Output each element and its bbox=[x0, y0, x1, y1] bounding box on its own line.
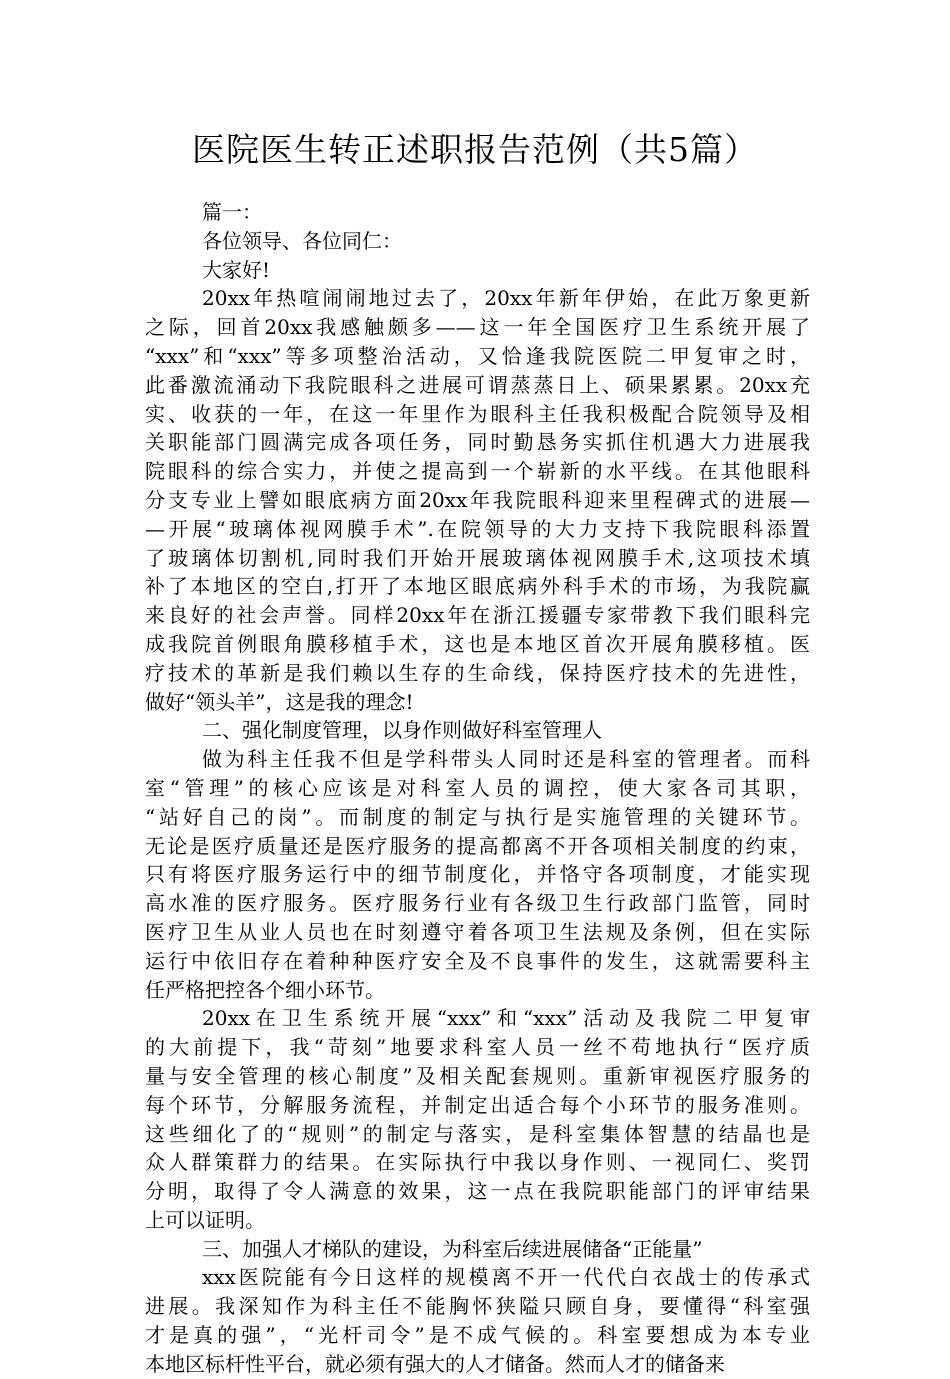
paragraph-line: 众人群策群力的结果。在实际执行中我以身作则、一视同仁、奖罚 bbox=[145, 1150, 810, 1175]
paragraph-line: “xxx”和“xxx”等多项整治活动，又恰逢我院医院二甲复审之时， bbox=[145, 343, 810, 368]
paragraph-list bbox=[145, 284, 810, 1378]
paragraph-line: 室“管理”的核心应该是对科室人员的调控，使大家各司其职， bbox=[145, 775, 810, 800]
paragraph-line: 分支专业上譬如眼底病方面20xx年我院眼科迎来里程碑式的进展— bbox=[145, 487, 810, 512]
paragraph-line: 分明，取得了令人满意的效果，这一点在我院职能部门的评审结果 bbox=[145, 1179, 810, 1204]
body-paragraph bbox=[145, 1004, 810, 1234]
body-paragraph bbox=[145, 745, 810, 1004]
paragraph-line: —开展“玻璃体视网膜手术”.在院领导的大力支持下我院眼科添置 bbox=[145, 516, 810, 541]
paragraph-line: 之际，回首20xx我感触颇多——这一年全国医疗卫生系统开展了 bbox=[145, 315, 810, 340]
body-paragraph bbox=[145, 284, 810, 716]
paragraph-line: 本地区标杆性平台，就必须有强大的人才储备。然而人才的储备来 bbox=[145, 1351, 725, 1376]
paragraph-line: 上可以证明。 bbox=[145, 1207, 265, 1232]
paragraph-line: 才是真的强”，“光杆司令”是不成气候的。科室要想成为本专业 bbox=[145, 1323, 810, 1348]
paragraph-line: 任严格把控各个细小环节。 bbox=[145, 977, 385, 1002]
paragraph-line: 20xx年热喧闹闹地过去了，20xx年新年伊始，在此万象更新 bbox=[202, 286, 810, 311]
paragraph-line: 运行中依旧存在着种种医疗安全及不良事件的发生，这就需要科主 bbox=[145, 948, 810, 973]
paragraph-line: 每个环节，分解服务流程，并制定出适合每个小环节的服务准则。 bbox=[145, 1092, 810, 1117]
paragraph-line: 实、收获的一年，在这一年里作为眼科主任我积极配合院领导及相 bbox=[145, 401, 810, 426]
paragraph-line: 做为科主任我不但是学科带头人同时还是科室的管理者。而科 bbox=[202, 747, 810, 772]
document-title: 医院医生转正述职报告范例（共5篇） bbox=[192, 130, 758, 169]
paragraph-line: 只有将医疗服务运行中的细节制度化，并恪守各项制度，才能实现 bbox=[145, 862, 810, 887]
paragraph-line: 量与安全管理的核心制度”及相关配套规则。重新审视医疗服务的 bbox=[145, 1063, 810, 1088]
part-label: 篇一： bbox=[202, 200, 262, 224]
paragraph-line: 这些细化了的“规则”的制定与落实，是科室集体智慧的结晶也是 bbox=[145, 1121, 810, 1146]
paragraph-line: 关职能部门圆满完成各项任务，同时勤恳务实抓住机遇大力进展我 bbox=[145, 430, 810, 455]
section-heading bbox=[145, 716, 810, 745]
paragraph-line: 了玻璃体切割机,同时我们开始开展玻璃体视网膜手术,这项技术填 bbox=[145, 545, 810, 570]
paragraph-line: 院眼科的综合实力，并使之提高到一个崭新的水平线。在其他眼科 bbox=[145, 459, 810, 484]
paragraph-line: 20xx在卫生系统开展“xxx”和“xxx”活动及我院二甲复审 bbox=[202, 1006, 810, 1031]
body-paragraph bbox=[145, 1263, 810, 1378]
paragraph-line: 医疗卫生从业人员也在时刻遵守着各项卫生法规及条例，但在实际 bbox=[145, 919, 810, 944]
paragraph-line: 成我院首例眼角膜移植手术，这也是本地区首次开展角膜移植。医 bbox=[145, 631, 810, 656]
section-heading bbox=[145, 1235, 810, 1264]
paragraph-line: 此番激流涌动下我院眼科之进展可谓蒸蒸日上、硕果累累。20xx充 bbox=[145, 372, 810, 397]
paragraph-line: 无论是医疗质量还是医疗服务的提高都离不开各项相关制度的约束， bbox=[145, 833, 810, 858]
paragraph-line: “站好自己的岗”。而制度的制定与执行是实施管理的关键环节。 bbox=[145, 804, 810, 829]
paragraph-line: 来良好的社会声誉。同样20xx年在浙江援疆专家带教下我们眼科完 bbox=[145, 603, 810, 628]
greeting-line: 大家好! bbox=[202, 257, 271, 282]
greeting-line: 各位领导、各位同仁： bbox=[202, 228, 402, 253]
paragraph-line: 高水准的医疗服务。医疗服务行业有各级卫生行政部门监管，同时 bbox=[145, 891, 810, 916]
document-body bbox=[145, 198, 810, 1379]
paragraph-line: 的大前提下，我“苛刻”地要求科室人员一丝不苟地执行“医疗质 bbox=[145, 1035, 810, 1060]
paragraph-line: 疗技术的革新是我们赖以生存的生命线，保持医疗技术的先进性， bbox=[145, 660, 810, 685]
paragraph-line: 进展。我深知作为科主任不能胸怀狭隘只顾自身，要懂得“科室强 bbox=[145, 1294, 810, 1319]
section-heading-text: 三、加强人才梯队的建设，为科室后续进展储备“正能量” bbox=[202, 1236, 703, 1261]
section-heading-text: 二、强化制度管理，以身作则做好科室管理人 bbox=[202, 718, 602, 743]
paragraph-line: 补了本地区的空白,打开了本地区眼底病外科手术的市场，为我院赢 bbox=[145, 574, 810, 599]
paragraph-line: xxx医院能有今日这样的规模离不开一代代白衣战士的传承式 bbox=[202, 1265, 810, 1290]
paragraph-line: 做好“领头羊”，这是我的理念! bbox=[145, 689, 414, 714]
